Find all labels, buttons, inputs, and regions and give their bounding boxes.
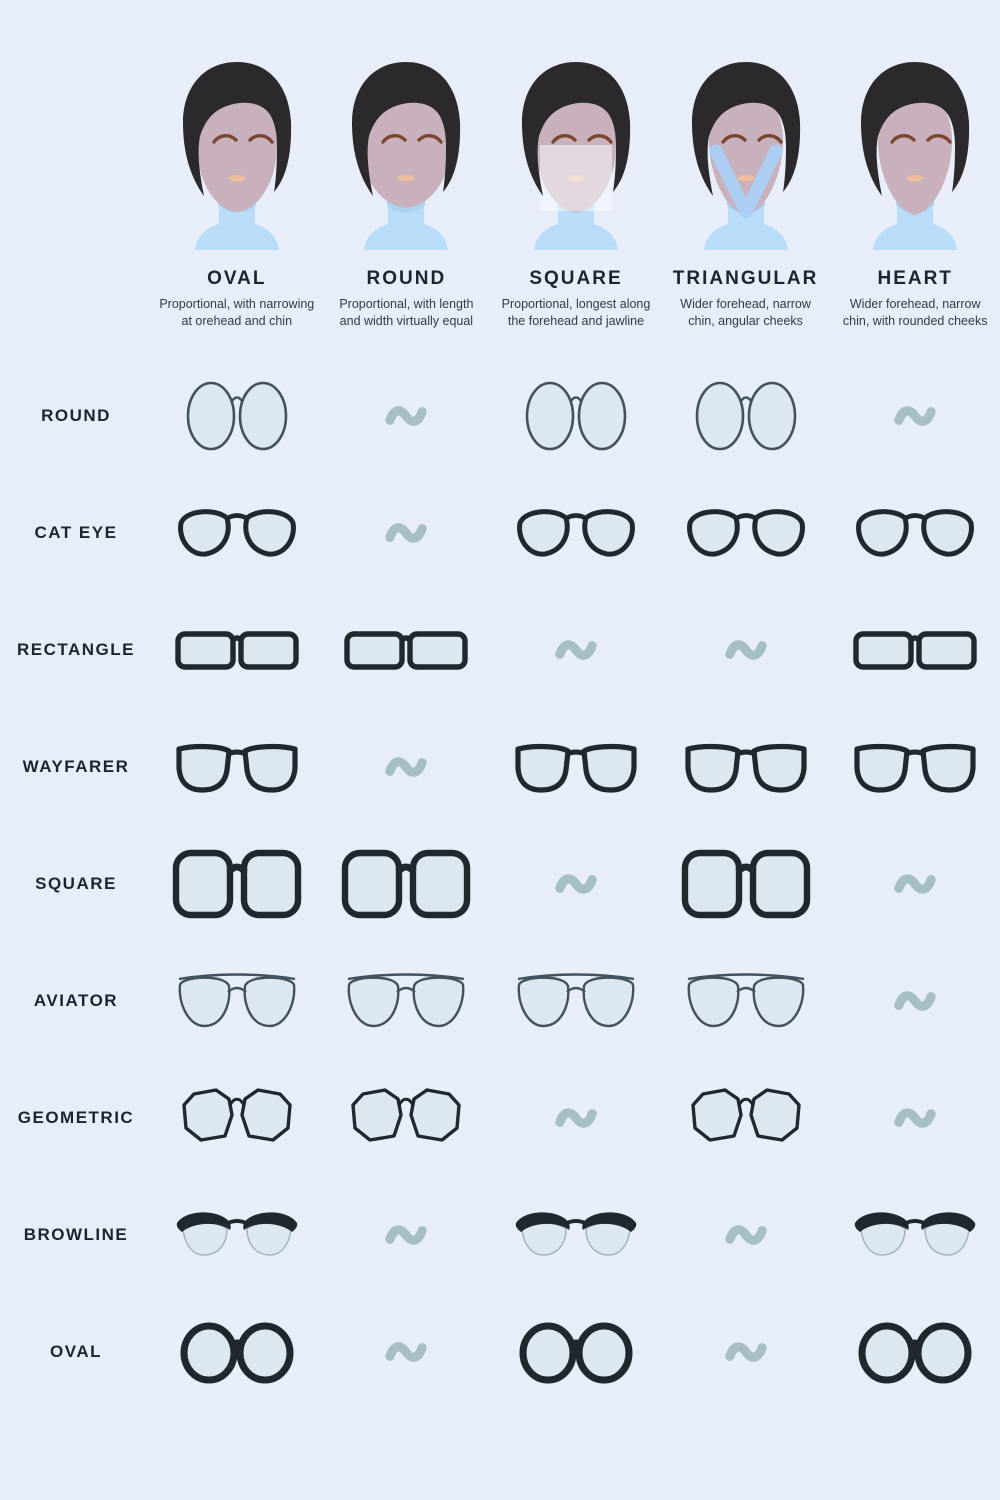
heart-face-illustration [840, 56, 990, 262]
face-header-row [0, 0, 1000, 329]
square-face-illustration [501, 56, 651, 262]
face-column-round [322, 56, 492, 329]
cell-round-square [524, 379, 628, 453]
face-shape-name: OVAL [207, 268, 267, 289]
cell-wayfarer-triangular [684, 740, 808, 794]
cell-rectangle-oval [174, 627, 300, 673]
tilde-icon [724, 1221, 768, 1249]
cell-square-triangular [681, 848, 811, 920]
cell-wayfarer-oval [175, 740, 299, 794]
cell-square-round [341, 848, 471, 920]
tilde-icon [384, 402, 428, 430]
cell-browline-heart [853, 1209, 977, 1261]
cat-eye-glasses-icon [177, 506, 297, 560]
aviator-glasses-icon [176, 969, 298, 1033]
round-glasses-icon [694, 379, 798, 453]
cell-oval-triangular [724, 1338, 768, 1366]
tilde-icon [384, 753, 428, 781]
cell-round-round [384, 402, 428, 430]
cell-aviator-square [515, 969, 637, 1033]
browline-glasses-icon [514, 1209, 638, 1261]
cell-cat-eye-square [516, 506, 636, 560]
frame-style-label-browline: BROWLINE [23, 1224, 129, 1244]
triangular-face-illustration [671, 56, 821, 262]
wayfarer-glasses-icon [175, 740, 299, 794]
cell-oval-heart [857, 1320, 973, 1384]
tilde-icon [893, 987, 937, 1015]
face-shape-name: HEART [877, 268, 953, 289]
cell-cat-eye-triangular [686, 506, 806, 560]
frame-style-label-aviator: AVIATOR [33, 990, 119, 1010]
tilde-icon [893, 1104, 937, 1132]
aviator-glasses-icon [345, 969, 467, 1033]
cell-square-oval [172, 848, 302, 920]
face-shape-name: SQUARE [529, 268, 623, 289]
cell-browline-oval [175, 1209, 299, 1261]
cell-geometric-square [554, 1104, 598, 1132]
compatibility-grid [0, 357, 1000, 1410]
wayfarer-glasses-icon [853, 740, 977, 794]
face-shape-description: Wider forehead, narrow chin, with rounded cheeks [842, 297, 988, 328]
corner-spacer [0, 56, 152, 329]
frame-style-label-rectangle: RECTANGLE [16, 639, 135, 659]
tilde-icon [554, 1104, 598, 1132]
cell-wayfarer-heart [853, 740, 977, 794]
wayfarer-glasses-icon [684, 740, 808, 794]
tilde-icon [554, 870, 598, 898]
cat-eye-glasses-icon [855, 506, 975, 560]
cell-rectangle-square [554, 636, 598, 664]
cell-oval-round [384, 1338, 428, 1366]
geometric-glasses-icon [348, 1087, 464, 1149]
cell-browline-round [384, 1221, 428, 1249]
wayfarer-glasses-icon [514, 740, 638, 794]
face-column-oval [152, 56, 322, 329]
aviator-glasses-icon [515, 969, 637, 1033]
face-column-heart [830, 56, 1000, 329]
cell-geometric-oval [179, 1087, 295, 1149]
face-shape-description: Proportional, with length and width virtually equal [339, 297, 474, 328]
tilde-icon [724, 1338, 768, 1366]
tilde-icon [384, 1338, 428, 1366]
tilde-icon [384, 1221, 428, 1249]
frame-style-label-square: SQUARE [35, 873, 117, 893]
cell-rectangle-round [343, 627, 469, 673]
square-glasses-icon [341, 848, 471, 920]
cell-cat-eye-oval [177, 506, 297, 560]
cell-round-triangular [694, 379, 798, 453]
tilde-icon [893, 870, 937, 898]
square-glasses-icon [681, 848, 811, 920]
cell-rectangle-triangular [724, 636, 768, 664]
aviator-glasses-icon [685, 969, 807, 1033]
cell-geometric-triangular [688, 1087, 804, 1149]
oval-glasses-icon [179, 1320, 295, 1384]
cell-square-heart [893, 870, 937, 898]
tilde-icon [554, 636, 598, 664]
cell-cat-eye-heart [855, 506, 975, 560]
rectangle-glasses-icon [174, 627, 300, 673]
cell-oval-oval [179, 1320, 295, 1384]
face-shape-description: Wider forehead, narrow chin, angular cheeks [680, 297, 811, 328]
cell-rectangle-heart [852, 627, 978, 673]
geometric-glasses-icon [688, 1087, 804, 1149]
cell-browline-square [514, 1209, 638, 1261]
cell-browline-triangular [724, 1221, 768, 1249]
browline-glasses-icon [853, 1209, 977, 1261]
cell-cat-eye-round [384, 519, 428, 547]
rectangle-glasses-icon [852, 627, 978, 673]
cat-eye-glasses-icon [686, 506, 806, 560]
face-column-triangular [661, 56, 831, 329]
cell-aviator-oval [176, 969, 298, 1033]
cell-oval-square [518, 1320, 634, 1384]
frame-style-label-round: ROUND [41, 405, 111, 425]
oval-face-illustration [162, 56, 312, 262]
face-shape-description: Proportional, longest along the forehead and jawline [501, 297, 651, 328]
round-glasses-icon [524, 379, 628, 453]
cell-aviator-heart [893, 987, 937, 1015]
round-glasses-icon [185, 379, 289, 453]
oval-glasses-icon [518, 1320, 634, 1384]
browline-glasses-icon [175, 1209, 299, 1261]
cell-square-square [554, 870, 598, 898]
face-shape-description: Proportional, with narrowing at orehead and chin [159, 297, 315, 328]
face-shape-name: ROUND [366, 268, 447, 289]
cell-wayfarer-square [514, 740, 638, 794]
round-face-illustration [331, 56, 481, 262]
cell-geometric-heart [893, 1104, 937, 1132]
cell-round-heart [893, 402, 937, 430]
face-column-square [491, 56, 661, 329]
cell-aviator-triangular [685, 969, 807, 1033]
cell-geometric-round [348, 1087, 464, 1149]
frame-style-label-wayfarer: WAYFARER [22, 756, 130, 776]
geometric-glasses-icon [179, 1087, 295, 1149]
frame-style-label-geometric: GEOMETRIC [17, 1107, 135, 1127]
tilde-icon [893, 402, 937, 430]
rectangle-glasses-icon [343, 627, 469, 673]
cell-aviator-round [345, 969, 467, 1033]
tilde-icon [724, 636, 768, 664]
cell-round-oval [185, 379, 289, 453]
cat-eye-glasses-icon [516, 506, 636, 560]
cell-wayfarer-round [384, 753, 428, 781]
face-shape-name: TRIANGULAR [672, 268, 819, 289]
tilde-icon [384, 519, 428, 547]
frame-style-label-oval: OVAL [50, 1341, 102, 1361]
oval-glasses-icon [857, 1320, 973, 1384]
square-glasses-icon [172, 848, 302, 920]
frame-style-label-cat-eye: CAT EYE [34, 522, 118, 542]
